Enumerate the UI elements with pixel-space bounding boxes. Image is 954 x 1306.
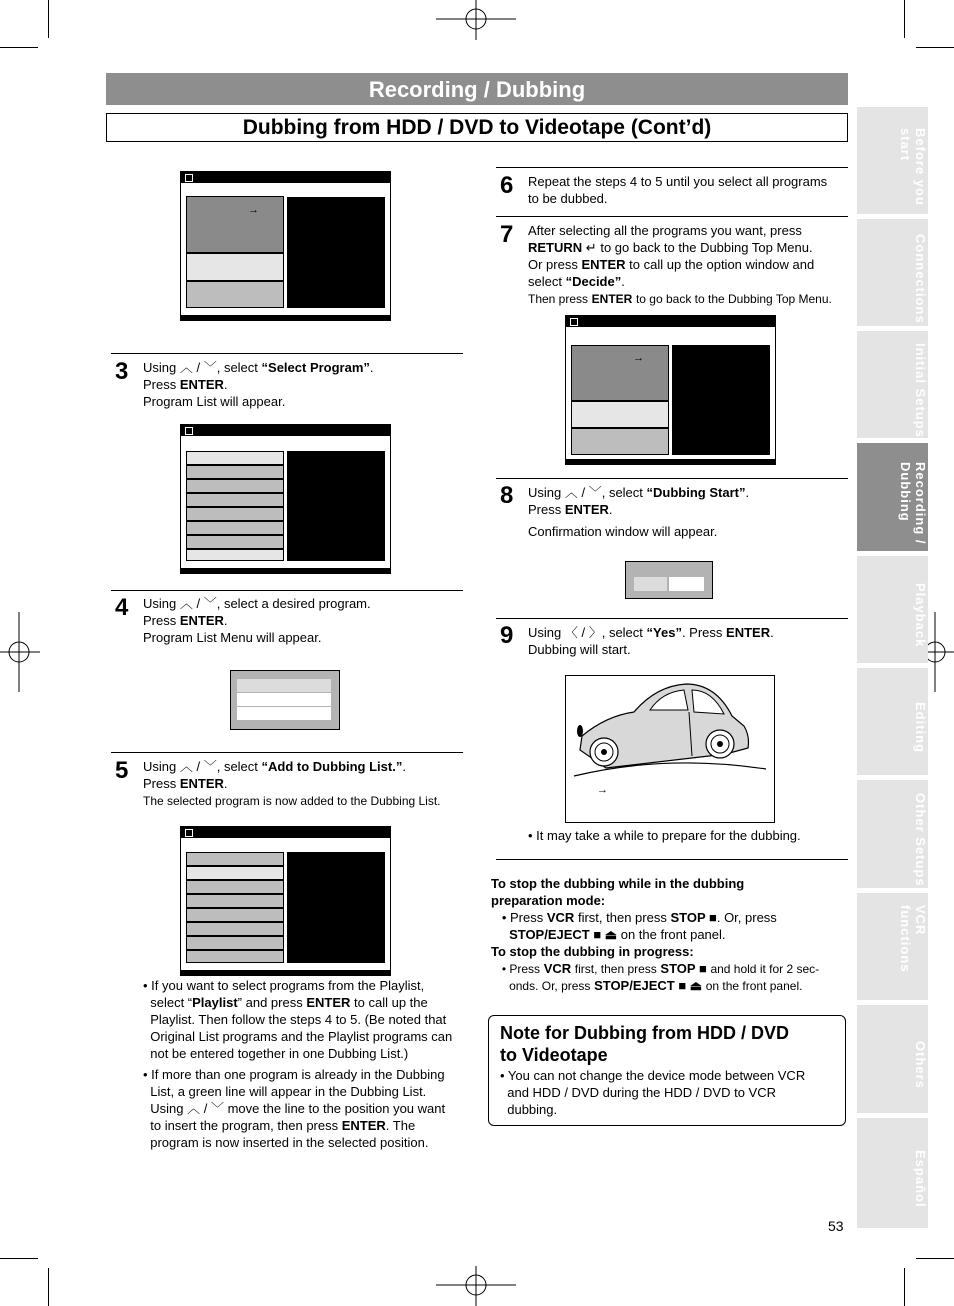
divider: [111, 353, 463, 354]
left-right-keys: 〈 / 〉: [564, 625, 602, 640]
tab-before-you-start[interactable]: Before you start: [857, 107, 928, 214]
step9-note: • It may take a while to prepare for the dubbing.: [528, 828, 801, 843]
crop-mark: [904, 0, 905, 38]
tips-list: [143, 977, 468, 1151]
step8-text: Using ︿ / ﹀, select “Dubbing Start”. Press ENTER. Confirmation window will appear.: [528, 485, 750, 539]
divider: [496, 167, 848, 168]
return-icon: ↵: [585, 240, 597, 255]
tab-editing[interactable]: Editing: [857, 668, 928, 775]
crop-mark: [0, 47, 38, 48]
divider: [496, 216, 848, 217]
up-down-keys: ︿ / ﹀: [179, 759, 217, 774]
stop-instructions: To stop the dubbing while in the dubbing preparation mode: • Press VCR first, then press STOP ■. Or, press STOP/EJECT ■ ⏏ on the front panel. To stop the dubbing in progress: • Press VCR first, then press STOP ■ and hold it for 2 sec- onds. Or, press STOP/EJECT ■ ⏏ on the front panel.: [491, 876, 820, 993]
arrow-icon: →: [597, 784, 608, 796]
disc-icon: [185, 427, 193, 435]
car-illustration: [566, 676, 774, 822]
step-number: 6: [500, 172, 514, 199]
step-number: 7: [500, 221, 514, 248]
divider: [111, 752, 463, 753]
up-down-keys: ︿ / ﹀: [179, 596, 217, 611]
disc-icon: [185, 174, 193, 182]
divider: [496, 478, 848, 479]
tab-initial-setups[interactable]: Initial Setups: [857, 331, 928, 438]
dubbing-menu-screen: [565, 315, 776, 465]
arrow-icon: →: [248, 204, 259, 216]
step6-text: Repeat the steps 4 to 5 until you select all programs to be dubbed.: [528, 174, 828, 206]
crop-mark: [916, 1258, 954, 1259]
crop-mark: [904, 1268, 905, 1306]
dubbing-list-screen: [180, 826, 391, 976]
registration-mark-left: [0, 612, 40, 692]
step-number: 9: [500, 622, 514, 649]
program-list-screen: [180, 424, 391, 574]
up-down-keys: ︿ / ﹀: [564, 485, 602, 500]
step3-text: Using ︿ / ﹀, select “Select Program”. Press ENTER. Program List will appear.: [143, 360, 374, 409]
crop-mark: [48, 0, 49, 38]
dubbing-menu-screen: [180, 171, 391, 321]
step4-text: Using ︿ / ﹀, select a desired program. Press ENTER. Program List Menu will appear.: [143, 596, 371, 645]
disc-icon: [185, 829, 193, 837]
yes-option[interactable]: [634, 577, 667, 591]
note-title: Note for Dubbing from HDD / DVD to Videotape: [500, 1023, 789, 1065]
arrow-icon: →: [633, 352, 644, 364]
tab-vcr-functions[interactable]: VCR functions: [857, 893, 928, 1000]
step9-text: Using 〈 / 〉, select “Yes”. Press ENTER. Dubbing will start.: [528, 625, 774, 657]
tab-recording-dubbing[interactable]: Recording / Dubbing: [857, 443, 928, 551]
tab-playback[interactable]: Playback: [857, 556, 928, 663]
divider: [496, 859, 848, 860]
tip-green-line: • If more than one program is already in the Dubbing List, a green line will appear in the Dubbing List. Using ︿ / ﹀ move the line to the position you want to insert the program, then press ENTER. The program is now inserted in the selected position.: [143, 1067, 446, 1150]
note-text: • You can not change the device mode between VCR and HDD / DVD during the HDD / DVD to VCR dubbing.: [500, 1068, 806, 1117]
registration-mark-top: [436, 0, 516, 40]
up-down-keys: ︿ / ﹀: [179, 360, 217, 375]
step7-text: After selecting all the programs you want, press RETURN ↵ to go back to the Dubbing Top Menu. Or press ENTER to call up the option window and select “Decide”. Then press ENTER to go back to the Dubbing Top Menu.: [528, 223, 832, 306]
divider: [496, 618, 848, 619]
crop-mark: [48, 1268, 49, 1306]
no-option[interactable]: [669, 577, 704, 591]
crop-mark: [0, 1258, 38, 1259]
page-title: Dubbing from HDD / DVD to Videotape (Cont’d): [106, 113, 848, 142]
program-list-menu-popup: [230, 670, 340, 730]
tab-other-setups[interactable]: Other Setups: [857, 780, 928, 888]
tab-others[interactable]: Others: [857, 1005, 928, 1113]
tab-espanol[interactable]: Español: [857, 1118, 928, 1228]
registration-mark-bottom: [436, 1266, 516, 1306]
tip-playlist: • If you want to select programs from the Playlist, select “Playlist” and press ENTER to call up the Playlist. Then follow the steps 4 to 5. (Be noted that Original List programs and the Playlist programs can not be entered together in one Dubbing List.): [143, 978, 453, 1061]
confirmation-window: [625, 561, 713, 599]
divider: [111, 590, 463, 591]
disc-icon: [570, 318, 578, 326]
step-number: 3: [115, 358, 129, 385]
tab-connections[interactable]: Connections: [857, 219, 928, 326]
step-number: 8: [500, 482, 514, 509]
section-title: Recording / Dubbing: [106, 73, 848, 105]
note-box: [488, 1015, 846, 1126]
step-number: 4: [115, 594, 129, 621]
step-number: 5: [115, 757, 129, 784]
crop-mark: [916, 47, 954, 48]
step5-text: Using ︿ / ﹀, select “Add to Dubbing List.”. Press ENTER. The selected program is now added to the Dubbing List.: [143, 759, 441, 808]
page-number: 53: [828, 1218, 844, 1234]
dubbing-in-progress-screen: [565, 675, 775, 823]
